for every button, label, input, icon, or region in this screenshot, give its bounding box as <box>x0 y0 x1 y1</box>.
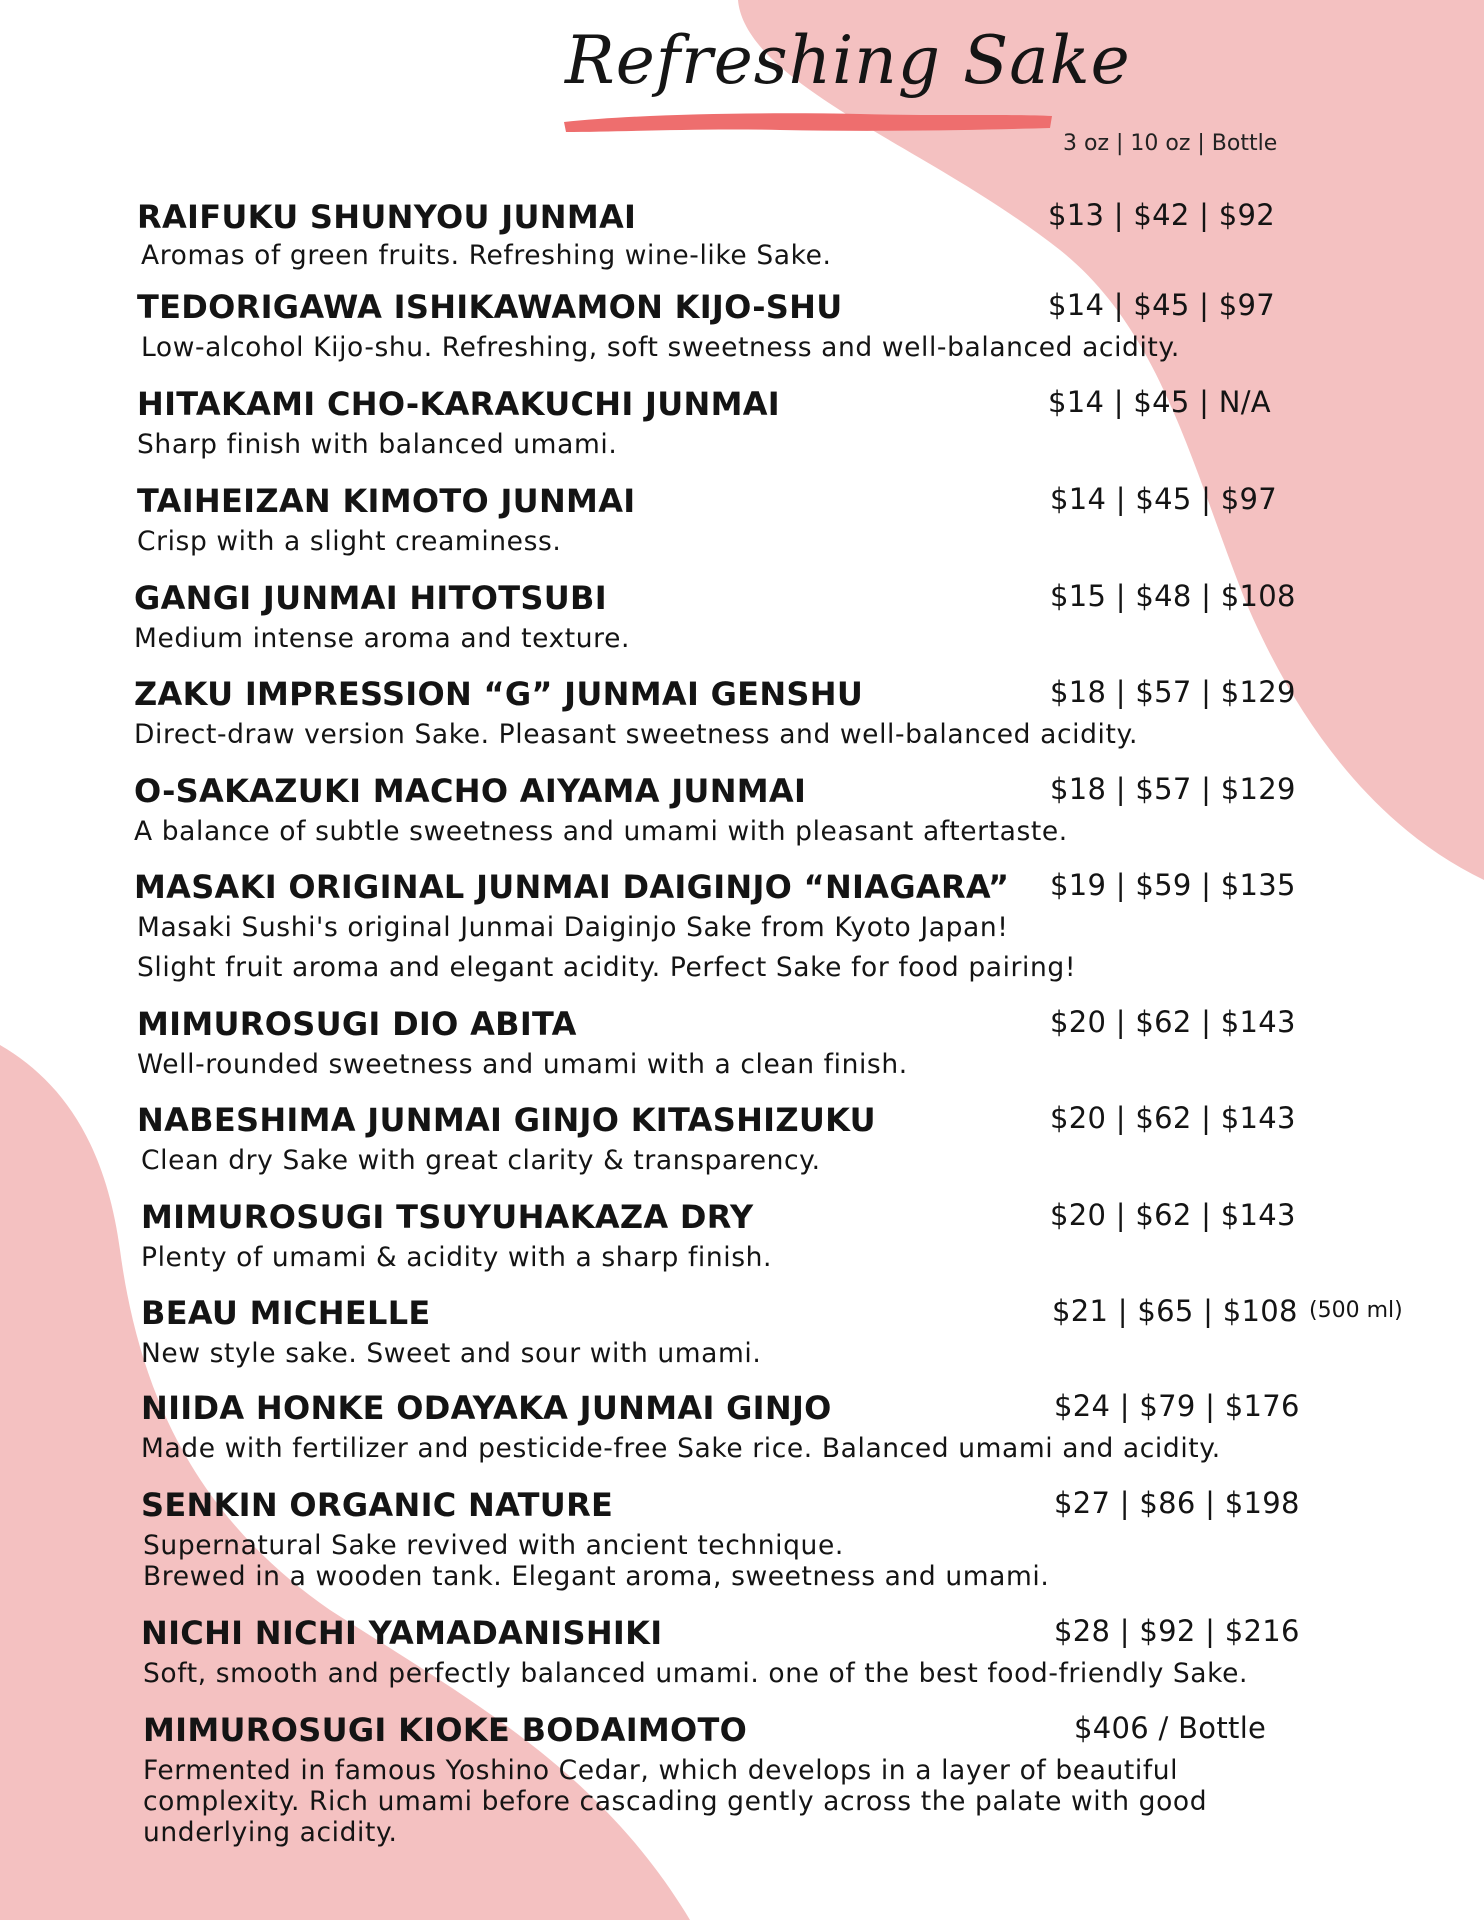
item-price: $14 | $45 | $97 <box>1048 288 1275 322</box>
item-name: HITAKAMI CHO-KARAKUCHI JUNMAI <box>137 385 780 423</box>
item-name: NICHI NICHI YAMADANISHIKI <box>141 1614 663 1652</box>
item-price: $14 | $45 | $97 <box>1050 482 1277 516</box>
item-name: O-SAKAZUKI MACHO AIYAMA JUNMAI <box>134 772 807 810</box>
item-description: Crisp with a slight creaminess. <box>137 526 562 557</box>
item-description: Soft, smooth and perfectly balanced umami. one of the best food-friendly Sake. <box>143 1658 1249 1689</box>
item-name: GANGI JUNMAI HITOTSUBI <box>134 579 607 617</box>
item-description-line-2: complexity. Rich umami before cascading gently across the palate with good <box>143 1786 1208 1817</box>
item-price: $406 / Bottle <box>1074 1711 1267 1745</box>
item-name: TAIHEIZAN KIMOTO JUNMAI <box>137 482 636 520</box>
item-description: Medium intense aroma and texture. <box>134 623 631 654</box>
item-name: MASAKI ORIGINAL JUNMAI DAIGINJO “NIAGARA” <box>134 868 1010 906</box>
item-price: $20 | $62 | $143 <box>1050 1198 1296 1232</box>
item-price: $20 | $62 | $143 <box>1050 1101 1296 1135</box>
page-title: Refreshing Sake <box>565 22 1131 99</box>
item-name: SENKIN ORGANIC NATURE <box>141 1486 614 1524</box>
item-price: $13 | $42 | $92 <box>1048 198 1275 232</box>
item-description-line-3: underlying acidity. <box>143 1817 398 1848</box>
item-description: Clean dry Sake with great clarity & transparency. <box>141 1145 821 1176</box>
item-description: Sharp finish with balanced umami. <box>137 429 618 460</box>
item-description: Made with fertilizer and pesticide-free Sake rice. Balanced umami and acidity. <box>141 1433 1221 1464</box>
item-price: $18 | $57 | $129 <box>1050 675 1296 709</box>
item-description-line-2: Brewed in a wooden tank. Elegant aroma, sweetness and umami. <box>143 1561 1050 1592</box>
item-name: NABESHIMA JUNMAI GINJO KITASHIZUKU <box>137 1101 876 1139</box>
item-name: MIMUROSUGI KIOKE BODAIMOTO <box>143 1711 748 1749</box>
item-price: $27 | $86 | $198 <box>1054 1486 1300 1520</box>
item-description: Fermented in famous Yoshino Cedar, which develops in a layer of beautiful <box>143 1755 1179 1786</box>
item-price: $15 | $48 | $108 <box>1050 579 1296 613</box>
item-name: BEAU MICHELLE <box>141 1294 431 1332</box>
item-description: Aromas of green fruits. Refreshing wine-like Sake. <box>141 240 832 271</box>
item-description: Low-alcohol Kijo-shu. Refreshing, soft sweetness and well-balanced acidity. <box>141 332 1180 363</box>
item-price: $19 | $59 | $135 <box>1050 868 1296 902</box>
item-name: ZAKU IMPRESSION “G” JUNMAI GENSHU <box>134 675 864 713</box>
serving-sizes-header: 3 oz | 10 oz | Bottle <box>1063 131 1278 156</box>
item-name: MIMUROSUGI TSUYUHAKAZA DRY <box>141 1198 754 1236</box>
item-price: $28 | $92 | $216 <box>1054 1614 1300 1648</box>
item-description: New style sake. Sweet and sour with umami. <box>141 1338 762 1369</box>
item-description: Plenty of umami & acidity with a sharp finish. <box>141 1242 773 1273</box>
item-name: TEDORIGAWA ISHIKAWAMON KIJO-SHU <box>137 288 843 326</box>
item-name: NIIDA HONKE ODAYAKA JUNMAI GINJO <box>141 1389 832 1427</box>
item-description: Direct-draw version Sake. Pleasant sweetness and well-balanced acidity. <box>134 719 1139 750</box>
item-price: $18 | $57 | $129 <box>1050 772 1296 806</box>
item-price: $24 | $79 | $176 <box>1054 1389 1300 1423</box>
item-description: Supernatural Sake revived with ancient technique. <box>143 1530 844 1561</box>
item-description: Well-rounded sweetness and umami with a clean finish. <box>137 1049 908 1080</box>
item-name: RAIFUKU SHUNYOU JUNMAI <box>137 198 637 236</box>
item-description: Masaki Sushi's original Junmai Daiginjo Sake from Kyoto Japan! <box>137 912 1009 943</box>
title-underline-stroke <box>560 108 1055 134</box>
item-name: MIMUROSUGI DIO ABITA <box>137 1005 577 1043</box>
item-price: $21 | $65 | $108 <box>1052 1294 1298 1328</box>
item-description-line-2: Slight fruit aroma and elegant acidity. Perfect Sake for food pairing! <box>137 952 1077 983</box>
item-volume-note: (500 ml) <box>1309 1298 1403 1323</box>
item-price: $20 | $62 | $143 <box>1050 1005 1296 1039</box>
item-description: A balance of subtle sweetness and umami with pleasant aftertaste. <box>134 816 1068 847</box>
item-price: $14 | $45 | N/A <box>1048 385 1271 419</box>
